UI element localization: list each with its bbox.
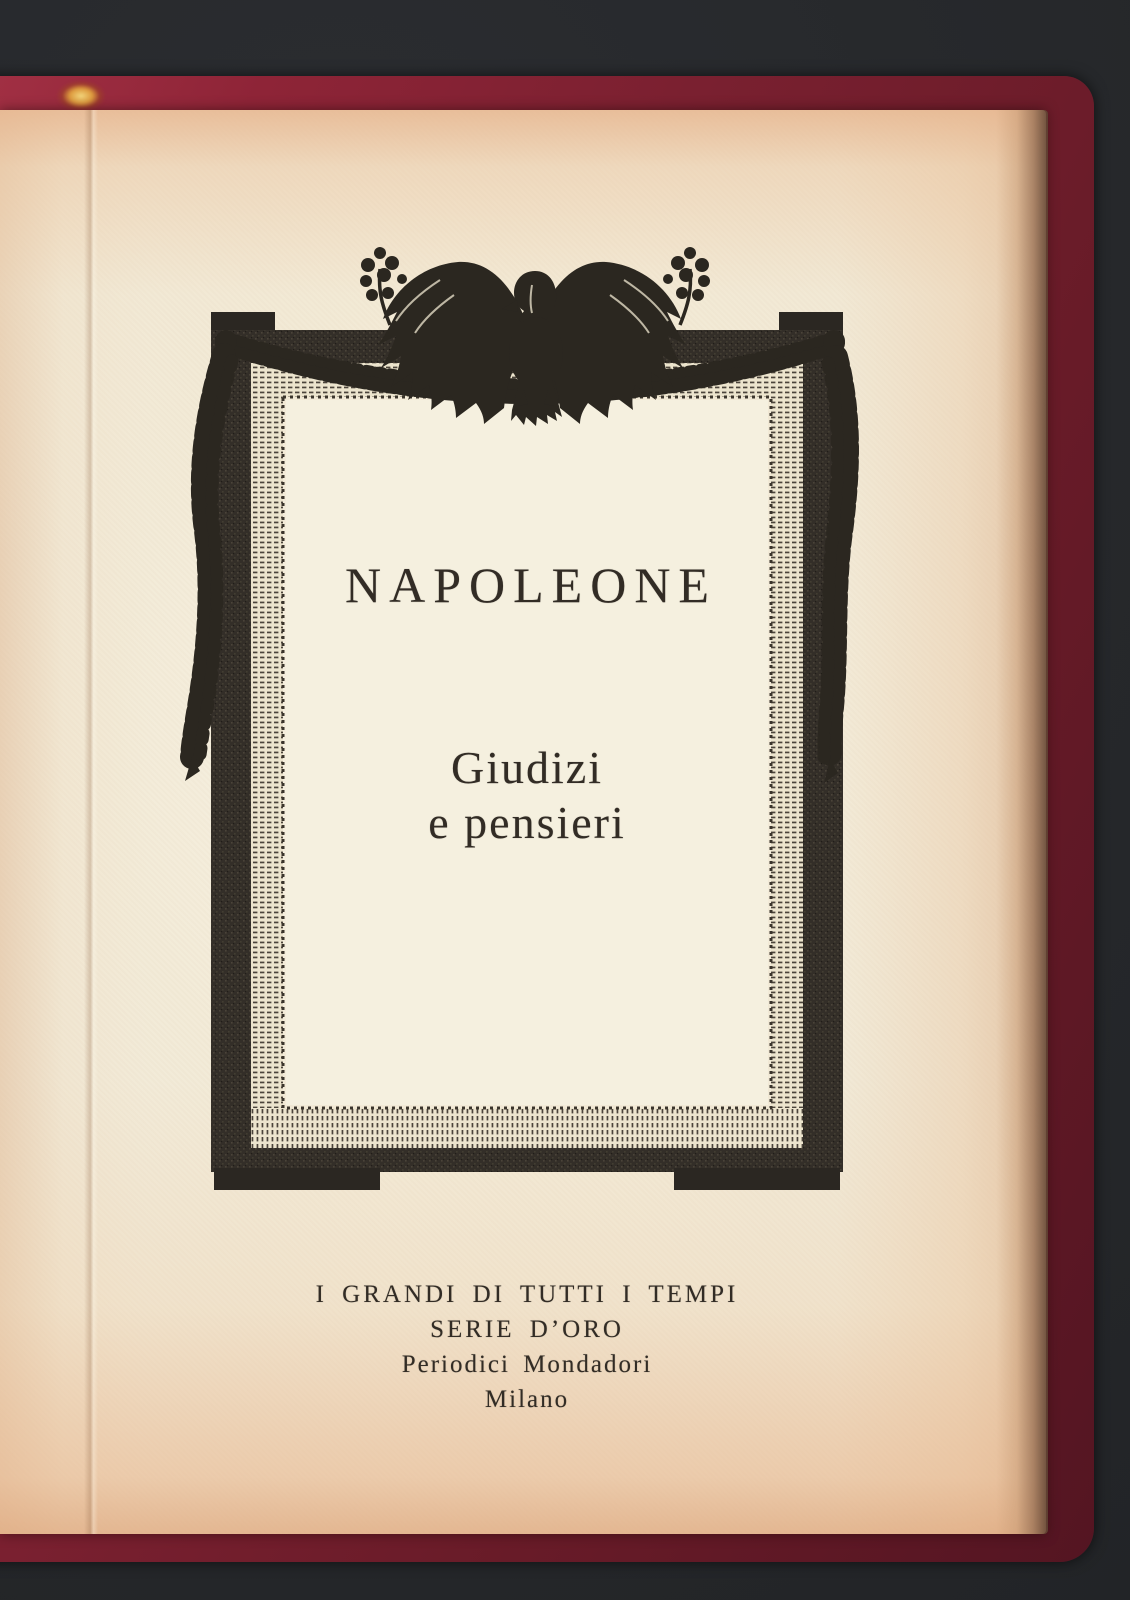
- subtitle-line-1: Giudizi: [451, 742, 603, 793]
- cover-worn-spot: [56, 80, 106, 112]
- subtitle-line-2: e pensieri: [428, 797, 626, 848]
- book-title: NAPOLEONE: [345, 557, 717, 613]
- publisher-name: Periodici Mondadori: [401, 1351, 653, 1378]
- series-edition: SERIE D’ORO: [430, 1316, 624, 1343]
- imprint-block: [127, 1277, 927, 1417]
- page-gutter-shadow: [996, 110, 1048, 1534]
- engraved-frame-ornament: [140, 205, 905, 1205]
- book-subtitle: [286, 740, 768, 850]
- publisher-city: Milano: [484, 1386, 570, 1413]
- series-name: I GRANDI DI TUTTI I TEMPI: [315, 1281, 739, 1308]
- page-gutter-crease: [84, 110, 98, 1534]
